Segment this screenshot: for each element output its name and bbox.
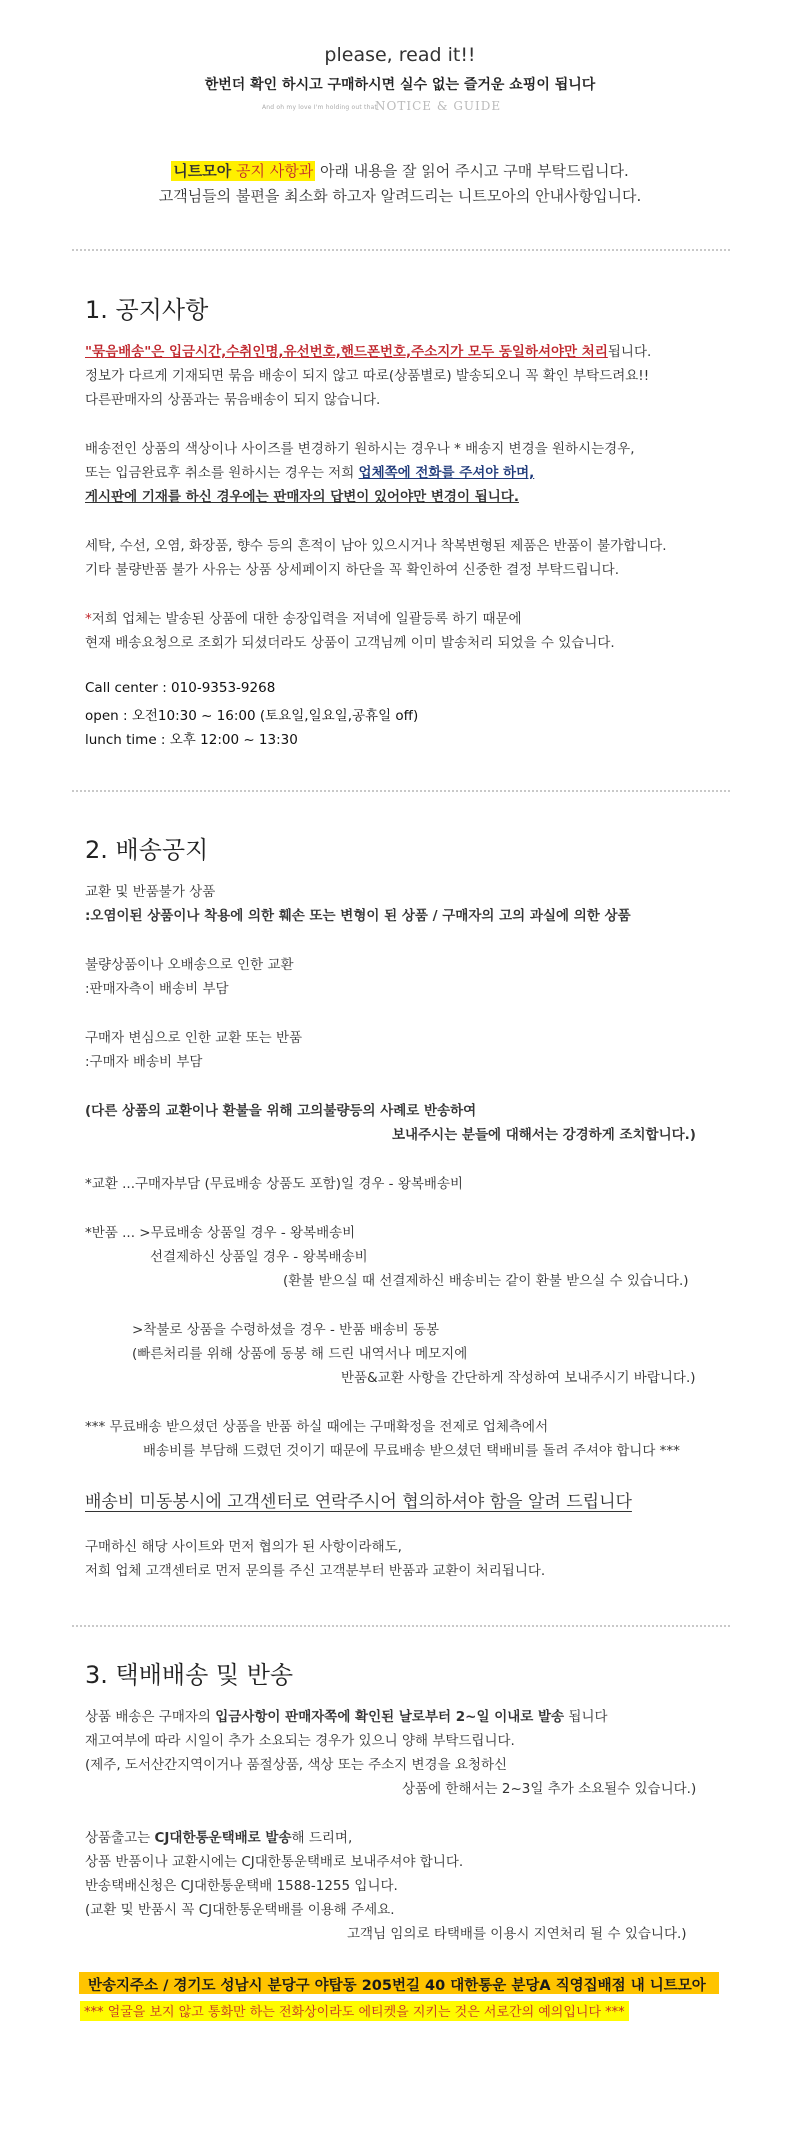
blue-note-line: 반품&교환 사항을 간단하게 작성하여 보내주시기 바랍니다.) [341,1370,696,1386]
text-line: *반품 ... >무료배송 상품일 경우 - 왕복배송비 [85,1225,356,1241]
text-line: 다른판매자의 상품과는 묶음배송이 되지 않습니다. [85,392,381,408]
etiquette-note: *** 얼굴을 보지 않고 통화만 하는 전화상이라도 에티켓을 지키는 것은 서로간의 예의입니다 *** [80,2001,629,2021]
text-line: *** 무료배송 받으셨던 상품을 반품 하실 때에는 구매확정을 전제로 업체측에서 [85,1419,549,1435]
text-line: 상품에 한해서는 2~3일 추가 소요될수 있습니다.) [402,1781,697,1797]
blue-note-line: (빠른처리를 위해 상품에 동봉 해 드린 내역서나 메모지에 [132,1346,468,1362]
shipping-fee-notice: 배송비 미동봉시에 고객센터로 연락주시어 협의하셔야 함을 알려 드립니다 [85,1492,632,1512]
intro-line-2: 고객님들의 불편을 최소화 하고자 알려드리는 니트모아의 안내사항입니다. [158,187,642,205]
text-line: 구매하신 해당 사이트와 먼저 협의가 된 사항이라해도, [85,1539,402,1555]
text-line: 선결제하신 상품일 경우 - 왕복배송비 [150,1249,368,1265]
text-line: 불량상품이나 오배송으로 인한 교환 [85,957,294,973]
text-line: 배송비를 부담해 드렸던 것이기 때문에 무료배송 받으셨던 택배비를 돌려 주셔야 합니다 *** [143,1443,680,1459]
divider [72,249,730,251]
red-notice-line: 저희 업체 고객센터로 먼저 문의를 주신 고객분부터 반품과 교환이 처리됩니다. [85,1563,546,1579]
lunch-time: lunch time : 오후 12:00 ~ 13:30 [85,732,298,748]
text-line: 상품출고는 CJ대한통운택배로 발송해 드리며, [85,1830,353,1846]
brand-name: 니트모아 [173,162,232,180]
blue-note-line: 고객님 임의로 타택배를 이용시 지연처리 될 수 있습니다.) [347,1926,687,1942]
text-line: 상품 배송은 구매자의 입금사항이 판매자쪽에 확인된 날로부터 2~일 이내로 발송 됩니다 [85,1709,608,1725]
notice-highlight: 공지 사항과 [231,162,314,180]
divider [72,1625,730,1627]
text-line: :판매자측이 배송비 부담 [85,981,229,997]
text-line: 또는 입금완료후 취소를 원하시는 경우는 저희 업체쪽에 전화를 주셔야 하며, [85,465,535,481]
text-line: 기타 불량반품 불가 사유는 상품 상세페이지 하단을 꼭 확인하여 신중한 결정 부탁드립니다. [85,562,620,578]
text-line: 반송택배신청은 CJ대한통운택배 1588-1255 입니다. [85,1878,398,1894]
brand-highlight [171,161,315,181]
page-title: please, read it!! [324,44,476,66]
text-line: 교환 및 반품불가 상품 [85,884,216,900]
warning-line-2: 보내주시는 분들에 대해서는 강경하게 조치합니다.) [392,1127,696,1143]
board-change-rule: 게시판에 기재를 하신 경우에는 판매자의 답변이 있어야만 변경이 됩니다. [85,489,519,505]
call-center: Call center : 010-9353-9268 [85,680,276,696]
non-returnable-items: :오염이된 상품이나 착용에 의한 훼손 또는 변형이 된 상품 / 구매자의 고의 과실에 의한 상품 [85,908,631,924]
text-line: 재고여부에 따라 시일이 추가 소요되는 경우가 있으니 양해 부탁드립니다. [85,1733,515,1749]
intro-line-1 [0,160,800,181]
text-line: 정보가 다르게 기재되면 묶음 배송이 되지 않고 따로(상품별로) 발송되오니 꼭 확인 부탁드려요!! [85,368,650,384]
open-hours: open : 오전10:30 ~ 16:00 (토요일,일요일,공휴일 off) [85,708,419,724]
return-address: 반송지주소 / 경기도 성남시 분당구 야탑동 205번길 40 대한통운 분당A 직영집배점 내 니트모아 [88,1978,706,1994]
intro-text: 아래 내용을 잘 읽어 주시고 구매 부탁드립니다. [315,162,629,180]
text-line: 상품 반품이나 교환시에는 CJ대한통운택배로 보내주셔야 합니다. [85,1854,464,1870]
text-line: (제주, 도서산간지역이거나 품절상품, 색상 또는 주소지 변경을 요청하신 [85,1757,508,1773]
text-line: 배송전인 상품의 색상이나 사이즈를 변경하기 원하시는 경우나 * 배송지 변경을 원하시는경우, [85,441,635,457]
tagline-small: And oh my love I'm holding out that [262,104,378,111]
text-line: *저희 업체는 발송된 상품에 대한 송장입력을 저녁에 일괄등록 하기 때문에 [85,611,522,627]
warning-line-1: (다른 상품의 교환이나 환불을 위해 고의불량등의 사례로 반송하여 [85,1103,477,1119]
section-title-notice: 1. 공지사항 [85,296,209,324]
text-line: :구매자 배송비 부담 [85,1054,203,1070]
blue-note-line: (교환 및 반품시 꼭 CJ대한통운택배를 이용해 주세요. [85,1902,395,1918]
text-line: (환불 받으실 때 선결제하신 배송비는 같이 환불 받으실 수 있습니다.) [283,1273,689,1289]
text-line: 현재 배송요청으로 조회가 되셨더라도 상품이 고객님께 이미 발송처리 되었을 수 있습니다. [85,635,615,651]
text-line: 세탁, 수선, 오염, 화장품, 향수 등의 흔적이 남아 있으시거나 착복변형된 제품은 반품이 불가합니다. [85,538,667,554]
bundle-shipping-rule: "묶음배송"은 입금시간,수취인명,유선번호,핸드폰번호,주소지가 모두 동일하셔야만 처리됩니다. [85,344,652,360]
page-subtitle: 한번더 확인 하시고 구매하시면 실수 없는 즐거운 쇼핑이 됩니다 [204,77,596,93]
text-line: *교환 ...구매자부담 (무료배송 상품도 포함)일 경우 - 왕복배송비 [85,1176,464,1192]
text-line: 구매자 변심으로 인한 교환 또는 반품 [85,1030,303,1046]
divider [72,790,730,792]
section-title-shipping: 2. 배송공지 [85,836,209,864]
blue-note-line: >착불로 상품을 수령하셨을 경우 - 반품 배송비 동봉 [132,1322,440,1338]
notice-guide-label: NOTICE & GUIDE [375,99,502,113]
section-title-delivery: 3. 택배배송 및 반송 [85,1661,294,1689]
